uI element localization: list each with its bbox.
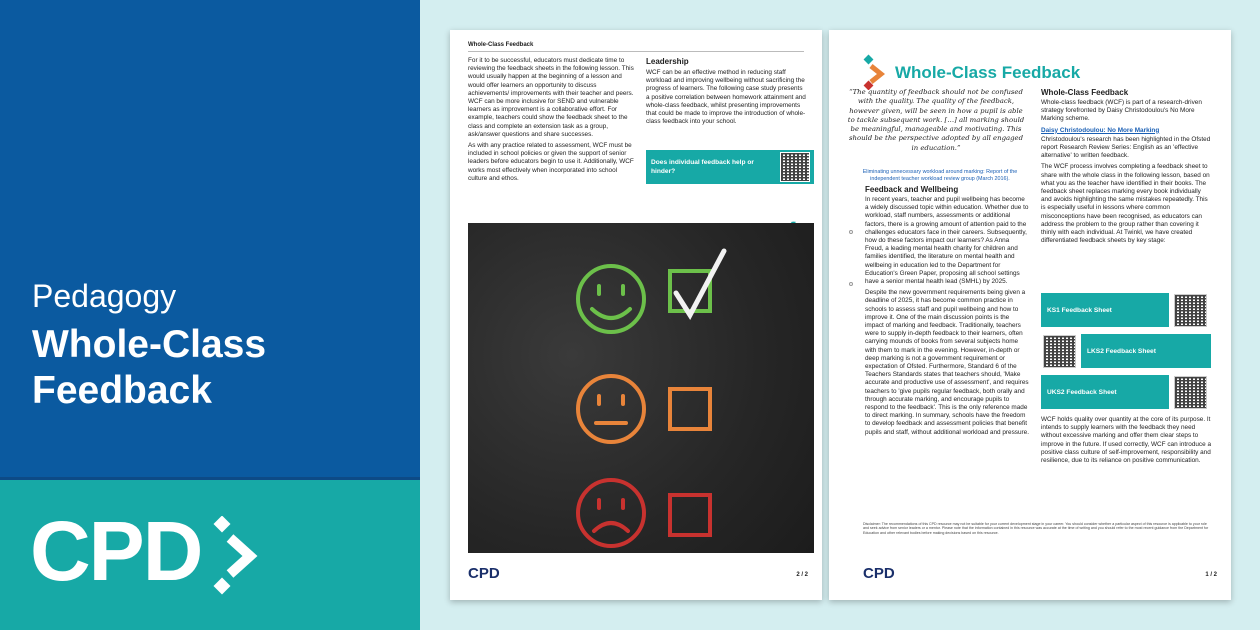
feedback-faces-illustration <box>468 223 814 553</box>
paragraph: WCF can be an effective method in reducing staff workload and improving wellbeing without sacrificing the progress of learners. The following case study presents a positive correlation between homework attainment and whole-class feedback, whilst presenting improvements that could be made to improve the introduction of whole-class feedback into your school. <box>646 69 806 126</box>
sad-face-icon <box>578 480 644 546</box>
paragraph: Despite the new government requirements being given a deadline of 2025, it has become common practice in schools to assess staff and pupil wellbeing and how to improve it. One of the main discussion points is the impact of marking and feedback. Traditionally, teachers were to supply in-depth feedback to their learners, often carrying mounds of books from several subjects home with them to mark in the evening. However, in-depth or deep marking is not a government requirement or expectation of Ofsted. Furthermore, Standard 6 of the Teachers Standards states that teachers should, 'Make accurate and productive use of assessment', and requires teachers to 'give pupils regular feedback, both orally and through accurate marking, and encourage pupils to respond to the feedback'. This is the only reference made to direct marking. In summary, schools have the freedom to develop feedback and assessment policies that benefit pupils and staff, without additional workload and pressure. <box>865 289 1030 436</box>
chevron-logo-icon <box>210 516 270 596</box>
happy-face-icon <box>578 266 644 332</box>
subject-label: Pedagogy <box>32 278 177 314</box>
chevron-brand-icon <box>863 54 889 90</box>
cpd-logo-text: CPD <box>30 504 202 598</box>
footer-logo: CPD <box>863 565 895 582</box>
lks2-label: LKS2 Feedback Sheet <box>1087 348 1156 355</box>
header-rule <box>468 51 804 52</box>
column-right <box>1041 88 1213 245</box>
qr-code-icon <box>1174 376 1207 409</box>
callout-link[interactable] <box>646 150 814 184</box>
blackboard-image <box>468 223 814 553</box>
footer-logo: CPD <box>468 565 500 582</box>
checkmark-icon <box>676 251 724 315</box>
paragraph: Christodoulou's research has been highlighted in the Ofsted report Research Review Series: English as an 'effective alternative' to written feedback. <box>1041 135 1211 160</box>
document-page-2 <box>450 30 822 600</box>
section-heading: Leadership <box>646 57 689 66</box>
paragraph: In recent years, teacher and pupil wellbeing has become a widely discussed topic within education. Whether due to workload, staff numbers, assessments or additional factors, there is a growing amount of attention paid to the challenges educators face in their careers. Subsequently, how do these factors impact our learners? As Anna Freud, a leading mental health charity for children and families identified, the literature on mental health and wellbeing in education led to the Department for Education's Green Paper, proposing all school settings have a senior mental health lead (SMHL) by 2025. <box>865 196 1029 286</box>
column-left <box>865 185 1029 437</box>
section-heading: Whole-Class Feedback <box>1041 88 1129 97</box>
qr-code-icon <box>1043 335 1076 368</box>
banner-title: Whole-Class Feedback <box>32 323 267 412</box>
margin-marker <box>849 282 853 286</box>
pull-quote: “The quantity of feedback should not be confused with the quality. The quality of the feedback, however given, will be seen in how a pupil is able to tackle subsequent work. […] all marking should be meaningful, manageable and motivating. This should be the perspective adopted by all engaged in education.” <box>847 88 1025 152</box>
paragraph: WCF holds quality over quantity at the core of its purpose. It intends to supply learners with the feedback they need without excessive marking and offer them clear steps to improve in the future. If used correctly, WCF can introduce a positive class culture of self-improvement, responsibility and resilience, due to its reliance on positive communication. <box>1041 416 1212 465</box>
paragraph: As with any practice related to assessment, WCF must be included in school policies or given the support of senior leaders before educators begin to use it. Additionally, WCF works most effectively when incorporated into school culture and ethos. <box>468 142 634 182</box>
callout-label: Does individual feedback help or hinder? <box>651 159 754 175</box>
ks1-feedback-sheet-link[interactable] <box>1041 293 1169 327</box>
paragraph: The WCF process involves completing a feedback sheet to share with the whole class in the following lesson, based on what you as the teacher have identified in their books. The feedback sheet replaces marking every book individually and avoids highlighting the same mistakes repeatedly. This is especially useful in lessons where common misconceptions have been recognised, as educators can address the problem to the group rather than covering it thinly with each individual. At Twinkl, we have created differentiated feedback sheets by key stage: <box>1041 163 1210 245</box>
margin-marker <box>849 230 853 234</box>
uks2-label: UKS2 Feedback Sheet <box>1047 389 1117 396</box>
lks2-feedback-sheet-link[interactable] <box>1081 334 1211 368</box>
checkbox-empty-icon <box>670 389 710 429</box>
column-right <box>646 57 806 126</box>
column-left <box>468 57 638 186</box>
paragraph: Whole-class feedback (WCF) is part of a research-driven strategy forefronted by Daisy Christodoulou's No More Marking scheme. <box>1041 99 1202 123</box>
neutral-face-icon <box>578 376 644 442</box>
disclaimer: Disclaimer: The recommendations of this CPD resource may not be suitable for your current development stage in your career. You should consider whether a particular aspect of this resource is applicable to your role and seek advice from senior leaders or a mentor. Please note that the information contained in this resource was accurate at the time of writing and you should refer to the most recent guidance from the Department for Education and other relevant bodies before making decisions based on this resource. <box>863 522 1209 535</box>
checkbox-empty-icon <box>670 495 710 535</box>
uks2-feedback-sheet-link[interactable] <box>1041 375 1169 409</box>
paragraph: For it to be successful, educators must dedicate time to reviewing the feedback sheets in the following lesson. This would usually happen at the beginning of a lesson and would offer learners an opportunity to discuss achievements/ improvements with their teacher and peers. WCF can be more inclusive for SEND and vulnerable learners as improvement is a collaborative effort. For example, teachers could show the feedback sheet to the class and complete an extension task as a group, ask/answer questions and share successes. <box>468 57 634 138</box>
section-heading: Feedback and Wellbeing <box>865 185 959 194</box>
document-page-1 <box>829 30 1231 600</box>
page-number: 1 / 2 <box>1205 572 1217 578</box>
page-number: 2 / 2 <box>796 572 808 578</box>
page-header: Whole-Class Feedback <box>468 42 534 48</box>
ks1-label: KS1 Feedback Sheet <box>1047 307 1112 314</box>
qr-code-icon <box>1174 294 1207 327</box>
qr-code-icon <box>780 152 810 182</box>
page-title: Whole-Class Feedback <box>895 63 1081 82</box>
no-more-marking-link[interactable]: Daisy Christodoulou: No More Marking <box>1041 126 1160 134</box>
quote-source-link[interactable]: Eliminating unnecessary workload around marking: Report of the independent teacher workload review group (March 2016). <box>862 169 1018 182</box>
